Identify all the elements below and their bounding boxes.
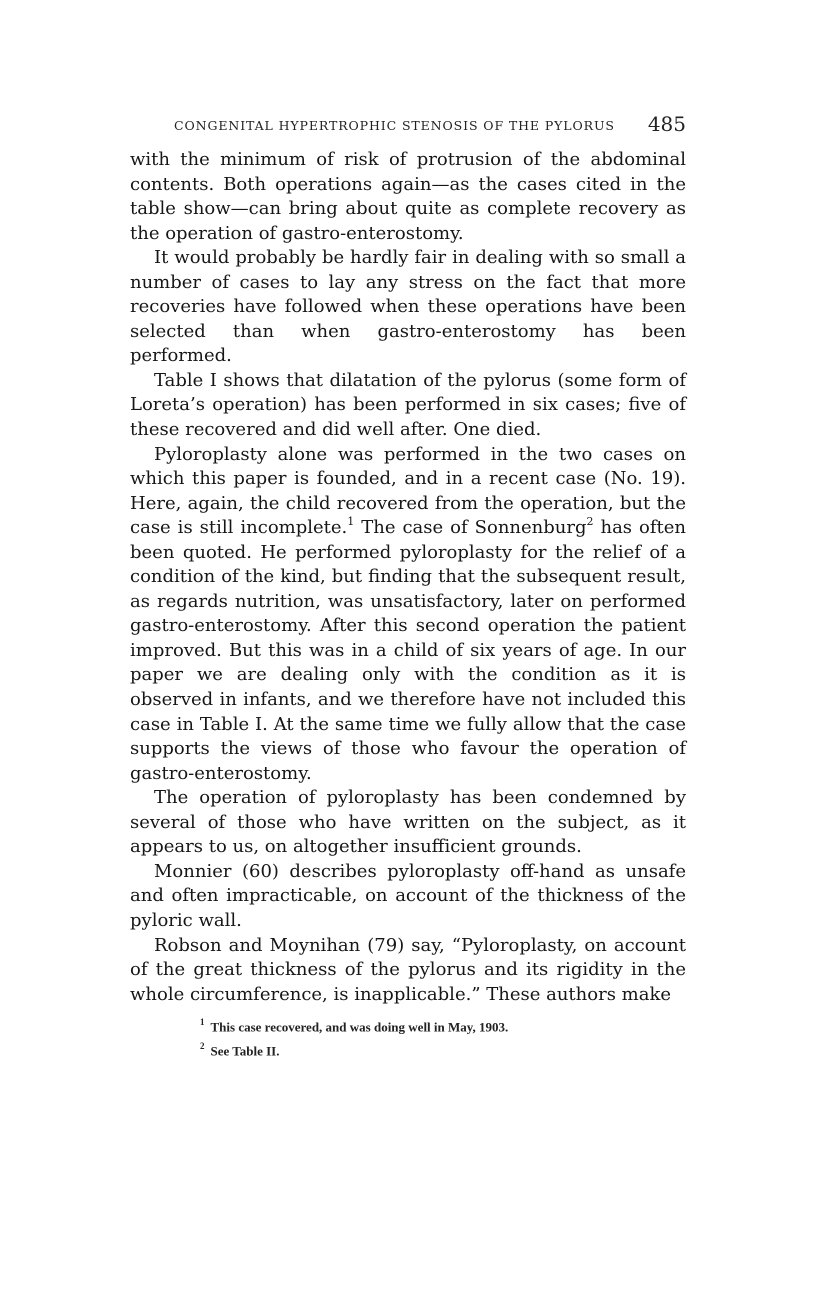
body-text (130, 148, 686, 1007)
paragraph-6: Monnier (60) describes pyloroplasty off-hand as unsafe and often impracticable, on account of the thickness of the pyloric wall. (130, 860, 686, 931)
footnote-mark: 1 (200, 1017, 205, 1028)
footnote-2 (200, 1037, 686, 1061)
running-title: CONGENITAL HYPERTROPHIC STENOSIS OF THE PYLORUS (174, 118, 615, 133)
footnote-ref-1: 1 (347, 515, 355, 529)
footnote-text: See Table II. (210, 1043, 280, 1059)
paragraph-4-part-c: has often been quoted. He performed pyloroplasty for the relief of a condition of the kind, but finding that the subsequent result, as regards nutrition, was unsatisfactory, later on performed gastro-enterostomy. After this second operation the patient improved. But this was in a child of six years of age. In our paper we are dealing only with the condition as it is observed in infants, and we therefore have not included this case in Table I. At the same time we fully allow that the case supports the views of those who favour the operation of gastro-enterostomy. (130, 517, 687, 784)
page-number: 485 (647, 112, 686, 136)
paragraph-2: It would probably be hardly fair in dealing with so small a number of cases to lay any stress on the fact that more recoveries have followed when these operations have been selected than when gastro-enterostomy has been performed. (130, 247, 686, 367)
footnote-1 (200, 1013, 686, 1037)
paragraph-5: The operation of pyloroplasty has been condemned by several of those who have written on the subject, as it appears to us, on altogether insufficient grounds. (130, 787, 686, 858)
footnote-text: This case recovered, and was doing well in May, 1903. (210, 1019, 509, 1035)
paragraph-4-part-b: The case of Sonnenburg (354, 517, 587, 539)
paragraph-1: with the minimum of risk of protrusion of the abdominal contents. Both operations again—as the cases cited in the table show—can bring about quite as complete recovery as the operation of gastro-enterostomy. (130, 149, 686, 244)
paragraph-4-part-a: Pyloroplasty alone was performed in the two cases on which this paper is founded, and in a recent case (No. 19). Here, again, the child recovered from the operation, but the case is still incomplete. (130, 443, 686, 539)
running-head (130, 108, 686, 144)
footnote-mark: 2 (200, 1041, 205, 1052)
paragraph-3: Table I shows that dilatation of the pylorus (some form of Loreta’s operation) has been performed in six cases; five of these recovered and did well after. One died. (130, 369, 686, 441)
paragraph-4 (130, 443, 686, 787)
paragraph-7: Robson and Moynihan (79) say, “Pyloroplasty, on account of the great thickness of the pylorus and its rigidity in the whole circumference, is inapplicable.” These authors make (130, 934, 686, 1005)
footnote-ref-2: 2 (586, 515, 594, 529)
footnotes (130, 1013, 686, 1062)
page (130, 108, 686, 1062)
